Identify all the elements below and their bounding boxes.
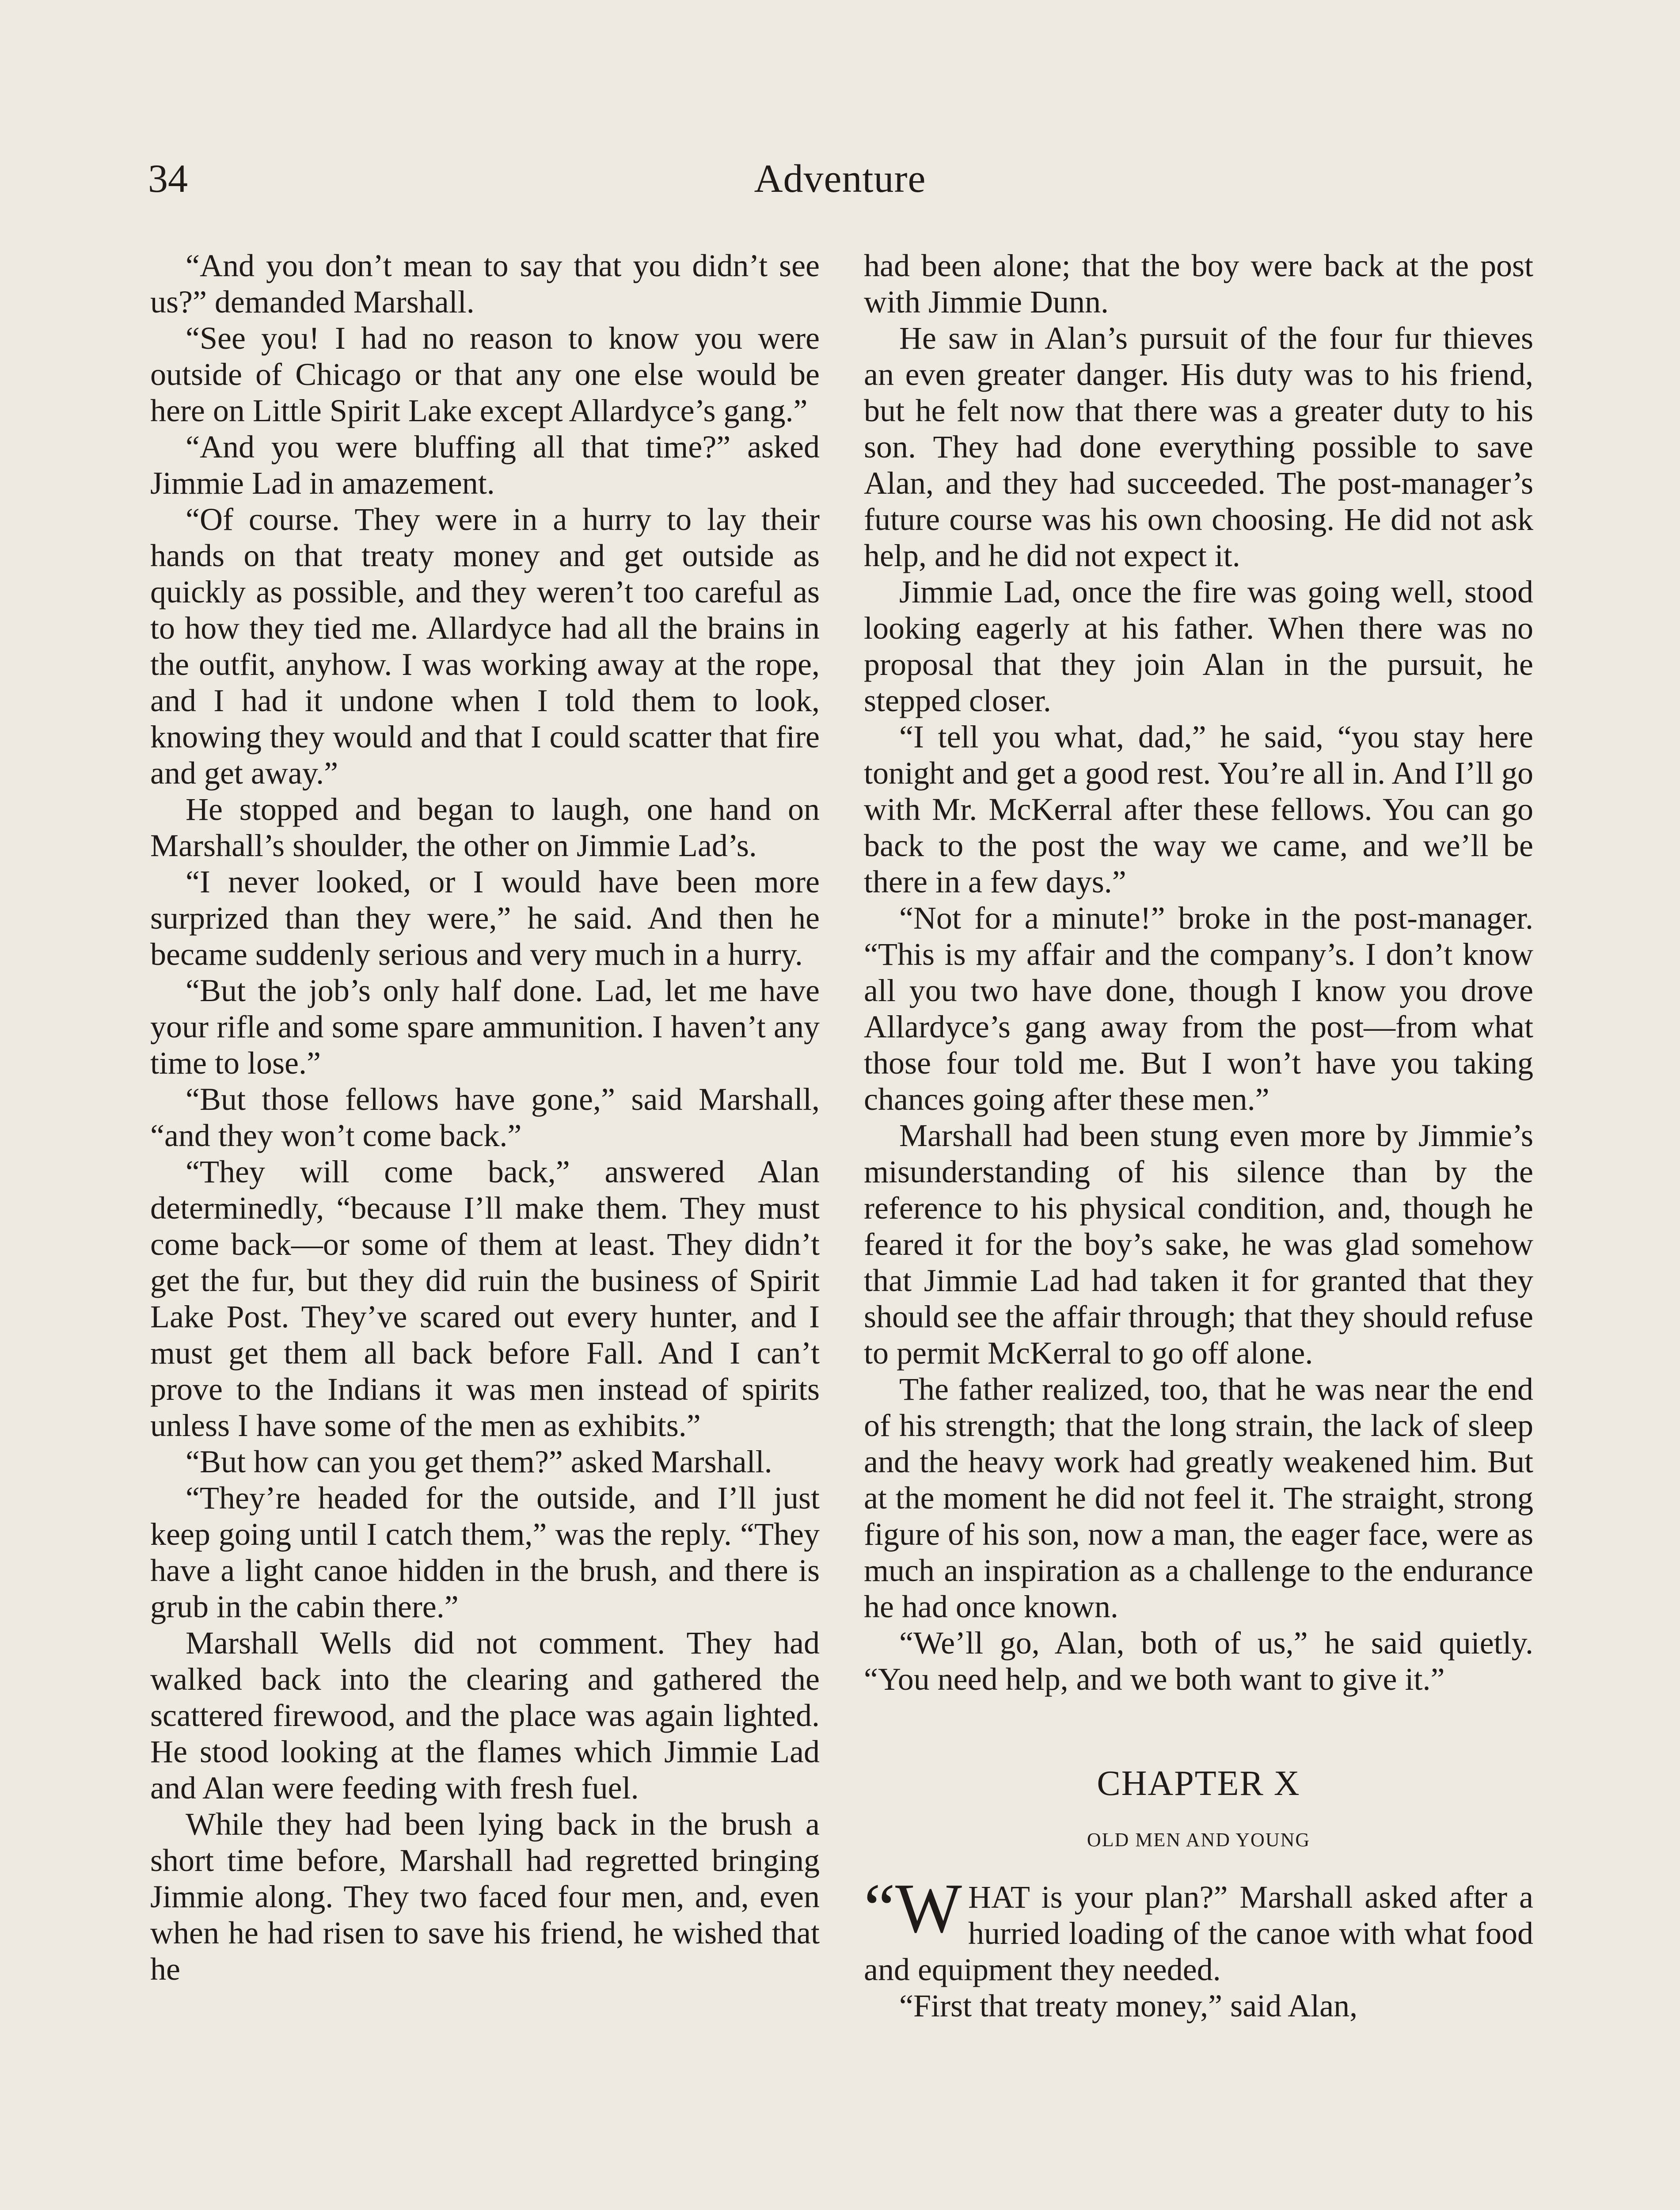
paragraph: “I tell you what, dad,” he said, “you stay here tonight and get a good rest. You’re all in. And I’ll go with Mr. McKerral after these fellows. You can go back to the post the way we came, and we’ll be there in a few days.”: [864, 719, 1533, 899]
chapter-title: CHAPTER X: [1097, 1764, 1300, 1803]
paragraph: While they had been lying back in the brush a short time before, Marshall had regretted bringing Jimmie along. They two faced four men, and, even when he had risen to save his friend, he wished that he: [150, 1806, 820, 1987]
paragraph: “They’re headed for the outside, and I’ll just keep going until I catch them,” was the reply. “They have a light canoe hidden in the brush, and there is grub in the cabin there.”: [150, 1480, 820, 1624]
drop-cap: “W: [864, 1869, 962, 1947]
paragraph: “Of course. They were in a hurry to lay their hands on that treaty money and get outside as quickly as possible, and they weren’t too careful as to how they tied me. Allardyce had all the brains in the outfit, anyhow. I was working away at the rope, and I had it undone when I told them to look, knowing they would and that I could scatter that fire and get away.”: [150, 502, 820, 791]
paragraph: Jimmie Lad, once the fire was going well, stood looking eagerly at his father. When there was no proposal that they join Alan in the pursuit, he stepped closer.: [864, 574, 1533, 718]
opening-text: HAT is your plan?” Marshall asked after a hurried loading of the canoe with what food and equipment they needed.: [864, 1879, 1533, 1987]
paragraph: “I never looked, or I would have been more surprized than they were,” he said. And then he became suddenly serious and very much in a hurry.: [150, 864, 820, 972]
paragraph: “Not for a minute!” broke in the post-manager. “This is my affair and the company’s. I don’t know all you two have done, though I know you drove Allardyce’s gang away from the post—from what those four told me. But I won’t have you taking chances going after these men.”: [864, 900, 1533, 1117]
paragraph: Marshall Wells did not comment. They had walked back into the clearing and gathered the scattered firewood, and the place was again lighted. He stood looking at the flames which Jimmie Lad and Alan were feeding with fresh fuel.: [150, 1625, 820, 1806]
paragraph: “We’ll go, Alan, both of us,” he said quietly. “You need help, and we both want to give it.”: [864, 1625, 1533, 1697]
paragraph: He stopped and began to laugh, one hand on Marshall’s shoulder, the other on Jimmie Lad’s.: [150, 792, 820, 863]
paragraph: “And you don’t mean to say that you didn’t see us?” demanded Marshall.: [150, 248, 820, 320]
paragraph: “But those fellows have gone,” said Marshall, “and they won’t come back.”: [150, 1082, 820, 1153]
paragraph: “But the job’s only half done. Lad, let me have your rifle and some spare ammunition. I haven’t any time to lose.”: [150, 973, 820, 1081]
page-number: 34: [148, 157, 188, 201]
paragraph: Marshall had been stung even more by Jimmie’s misunderstanding of his silence than by the reference to his physical condition, and, though he feared it for the boy’s sake, he was glad somehow that Jimmie Lad had taken it for granted that they should see the affair through; that they should refuse to permit McKerral to go off alone.: [864, 1118, 1533, 1371]
paragraph: “And you were bluffing all that time?” asked Jimmie Lad in amazement.: [150, 429, 820, 501]
left-column: [150, 248, 820, 1987]
continued-paragraph: had been alone; that the boy were back at the post with Jimmie Dunn.: [864, 248, 1533, 320]
chapter-opening-paragraph: [864, 1869, 1533, 1988]
paragraph: “They will come back,” answered Alan determinedly, “because I’ll make them. They must come back—or some of them at least. They didn’t get the fur, but they did ruin the business of Spirit Lake Post. They’ve scared out every hunter, and I must get them all back before Fall. And I can’t prove to the Indians it was men instead of spirits unless I have some of the men as exhibits.”: [150, 1154, 820, 1443]
paragraph: “First that treaty money,” said Alan,: [899, 1988, 1358, 2023]
paragraph: “See you! I had no reason to know you were outside of Chicago or that any one else would be here on Little Spirit Lake except Allardyce’s gang.”: [150, 320, 820, 428]
chapter-subtitle: OLD MEN AND YOUNG: [1087, 1829, 1311, 1851]
paragraph: He saw in Alan’s pursuit of the four fur thieves an even greater danger. His duty was to his friend, but he felt now that there was a greater duty to his son. They had done everything possible to save Alan, and they had succeeded. The post-manager’s future course was his own choosing. He did not ask help, and he did not expect it.: [864, 320, 1533, 573]
paragraph: “But how can you get them?” asked Marshall.: [186, 1444, 772, 1479]
right-column: [864, 248, 1533, 2024]
paragraph: The father realized, too, that he was near the end of his strength; that the long strain, the lack of sleep and the heavy work had greatly weakened him. But at the moment he did not feel it. The straight, strong figure of his son, now a man, the eager face, were as much an inspiration as a challenge to the endurance he had once known.: [864, 1372, 1533, 1624]
running-title: Adventure: [754, 157, 926, 201]
